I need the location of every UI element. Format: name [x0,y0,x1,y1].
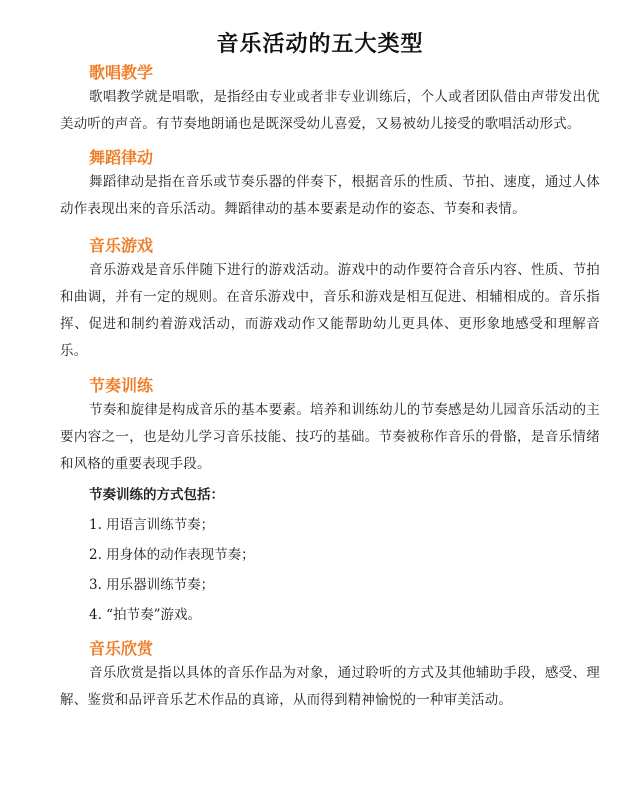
rhythm-methods-list [89,510,600,630]
section-heading: 歌唱教学 [89,63,154,82]
section-heading: 音乐游戏 [89,236,154,255]
section-paragraph: 歌唱教学就是唱歌，是指经由专业或者非专业训练后，个人或者团队借由声带发出优美动听的声音。有节奏地朗诵也是既深受幼儿喜爱，又易被幼儿接受的歌唱活动形式。 [60,89,600,132]
section-paragraph: 舞蹈律动是指在音乐或节奏乐器的伴奏下，根据音乐的性质、节拍、速度，通过人体动作表现出来的音乐活动。舞蹈律动的基本要素是动作的姿态、节奏和表情。 [60,174,600,217]
section-heading: 节奏训练 [89,376,154,395]
section-paragraph: 音乐游戏是音乐伴随下进行的游戏活动。游戏中的动作要符合音乐内容、性质、节拍和曲调，并有一定的规则。在音乐游戏中，音乐和游戏是相互促进、相辅相成的。音乐指挥、促进和制约着游戏活动，而游戏动作又能帮助幼儿更具体、更形象地感受和理解音乐。 [60,262,600,359]
section-heading: 音乐欣赏 [89,639,154,658]
page-title: 音乐活动的五大类型 [216,32,424,57]
list-item: 4. “拍节奏”游戏。 [89,607,201,623]
section-paragraph: 音乐欣赏是指以具体的音乐作品为对象，通过聆听的方式及其他辅助手段，感受、理解、鉴赏和品评音乐艺术作品的真谛，从而得到精神愉悦的一种审美活动。 [60,665,600,708]
list-item: 2. 用身体的动作表现节奏； [89,547,255,563]
section-rhythm-training [60,375,600,630]
section-music-appreciation [60,638,600,714]
section-music-game [60,235,600,365]
list-item: 1. 用语言训练节奏； [89,517,215,533]
rhythm-methods-subheading: 节奏训练的方式包括： [89,487,224,503]
section-heading: 舞蹈律动 [89,148,154,167]
section-singing [60,62,600,138]
list-item: 3. 用乐器训练节奏； [89,577,215,593]
section-paragraph: 节奏和旋律是构成音乐的基本要素。培养和训练幼儿的节奏感是幼儿园音乐活动的主要内容之一，也是幼儿学习音乐技能、技巧的基础。节奏被称作音乐的骨骼，是音乐情绪和风格的重要表现手段。 [60,402,600,472]
section-dance [60,147,600,223]
